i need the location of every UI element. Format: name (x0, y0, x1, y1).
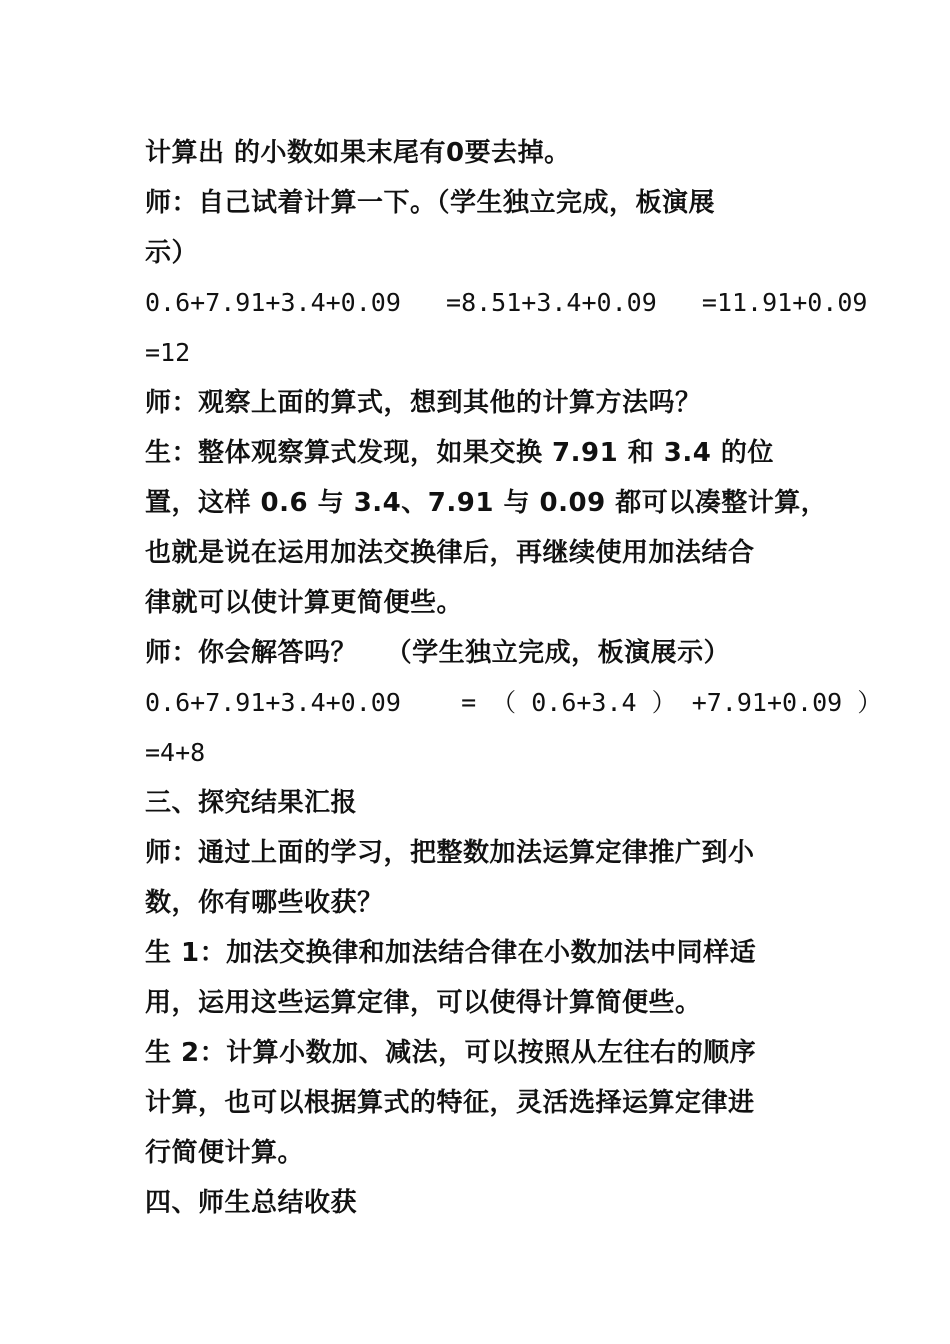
document-page (145, 128, 883, 1228)
equation-line-1: 0.6+7.91+3.4+0.09 =8.51+3.4+0.09 =11.91+0.09 (145, 288, 868, 317)
text-line-7: 生：整体观察算式发现，如果交换 7.91 和 3.4 的位 (145, 438, 774, 468)
equation-line-3: 0.6+7.91+3.4+0.09 = （ 0.6+3.4 ） +7.91+0.09 ） (145, 688, 883, 717)
text-line-9: 也就是说在运用加法交换律后，再继续使用加法结合 (145, 538, 755, 568)
section-heading-4: 四、师生总结收获 (145, 1188, 358, 1218)
text-line-6: 师：观察上面的算式，想到其他的计算方法吗？ (145, 388, 702, 418)
text-line-20: 计算，也可以根据算式的特征，灵活选择运算定律进 (145, 1088, 755, 1118)
text-line-15: 师：通过上面的学习，把整数加法运算定律推广到小 (145, 838, 755, 868)
text-line-16: 数，你有哪些收获？ (145, 888, 384, 918)
text-line-21: 行简便计算。 (145, 1138, 305, 1168)
text-line-11: 师：你会解答吗？ （学生独立完成，板演展示） (145, 638, 731, 668)
text-line-19: 生 2：计算小数加、减法，可以按照从左往右的顺序 (145, 1038, 757, 1068)
text-line-17: 生 1：加法交换律和加法结合律在小数加法中同样适 (145, 938, 757, 968)
text-line-10: 律就可以使计算更简便些。 (145, 588, 464, 618)
text-line-1: 计算出 的小数如果末尾有0要去掉。 (145, 138, 571, 168)
equation-line-2: =12 (145, 338, 191, 367)
section-heading-3: 三、探究结果汇报 (145, 788, 358, 818)
text-line-18: 用，运用这些运算定律，可以使得计算简便些。 (145, 988, 702, 1018)
text-line-2: 师：自己试着计算一下。（学生独立完成，板演展 (145, 188, 716, 218)
text-line-8: 置，这样 0.6 与 3.4、7.91 与 0.09 都可以凑整计算， (145, 488, 828, 518)
text-line-3: 示） (145, 238, 199, 268)
equation-line-4: =4+8 (145, 738, 206, 767)
